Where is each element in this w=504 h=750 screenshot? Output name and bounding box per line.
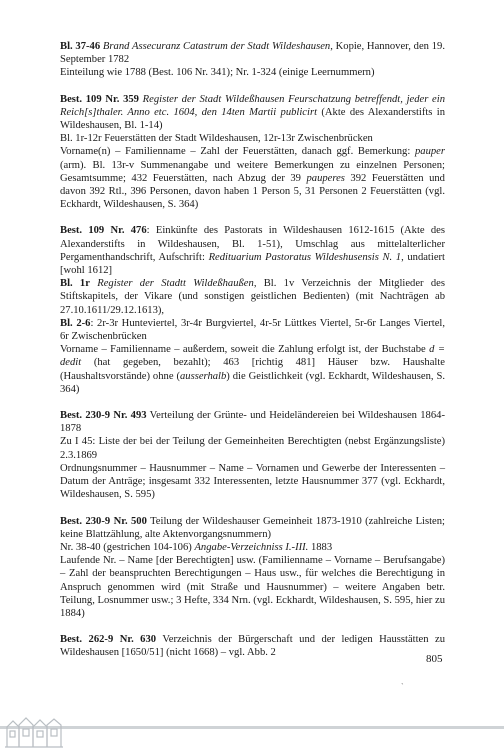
entry-paragraph: [60, 277, 445, 317]
entry-paragraph: [60, 132, 445, 145]
entry-title-italic: ausserhalb: [179, 370, 227, 382]
entry-paragraph: [60, 224, 445, 277]
entry-text: Vorname – Familienname – außerdem, soweit die Zahlung erfolgt ist, der Buchstabe: [60, 344, 430, 356]
entry-text: Vorname(n) – Familienname – Zahl der Feuerstätten, danach ggf. Bemerkung:: [60, 146, 415, 158]
entry-title-italic: Angabe-Verzeichniss I.-III.: [194, 541, 309, 553]
entry-signature: Best. 262-9 Nr. 630: [60, 634, 157, 646]
page-number: 805: [426, 653, 443, 665]
catalog-entry: [60, 40, 445, 80]
entry-signature: Best. 109 Nr. 359: [60, 93, 139, 105]
entry-text: Ordnungsnummer – Hausnummer – Name – Vornamen und Gewerbe der Interessenten – Datum der Anträge; insgesamt 332 Interessenten, letzte Hausnummer 377 (vgl. Eckhardt, Wildeshausen, S. 595): [60, 462, 445, 501]
entry-paragraph: [60, 435, 445, 461]
entry-text: 392 Feuerstätten und davon 392 Rtl., 396 Personen, davon haben 1 Person 5, 31 Personen 2 Feuerstätten (vgl. Eckhardt, Wildeshausen, S. 364): [60, 172, 445, 211]
entry-text: Bl. 1r-12r Feuerstätten der Stadt Wildeshausen, 12r-13r Zwischenbrücken: [60, 133, 373, 145]
entry-paragraph: [60, 541, 445, 554]
library-building-logo-icon: [3, 713, 65, 749]
entry-text: (Akte des Alexanderstifts in Wildeshausen, Bl. 1-14): [60, 106, 445, 132]
entry-title-italic: Brand Assecuranz Catastrum der Stadt Wildeshausen: [102, 41, 331, 52]
entry-text: (hat gegeben, bezahlt); 463 [richtig 481] Häuser bzw. Haushalte (Haushaltsvorstände) ohne (: [60, 357, 445, 382]
entry-text: Zu I 45: Liste der bei der Teilung der Gemeinheiten Berechtigten (nebst Ergänzungsliste) 2.3.1869: [60, 436, 445, 461]
entry-paragraph: [60, 145, 445, 211]
entry-signature: Bl. 37-46: [60, 41, 101, 52]
entry-text: ) die Geistlichkeit (vgl. Eckhardt, Wildeshausen, S. 364): [60, 370, 445, 395]
document-page: [60, 40, 445, 673]
entry-text: Teilung der Wildeshauser Gemeinheit 1873-1910 (zahlreiche Listen; keine Blattzählung, alte Aktenvorgangsnummern): [60, 515, 445, 540]
entry-text: Verteilung der Grünte- und Heideländereien bei Wildeshausen 1864-1878: [60, 410, 445, 435]
footer-band: [0, 712, 504, 750]
entry-text: : Einkünfte des Pastorats in Wildeshausen 1612-1615 (Akte des Alexanderstifts in Wildeshausen, Bl. 1-51), Umschlag aus mittelalterlicher Pergamenthandschrift, Aufschrift:: [60, 225, 445, 263]
entry-paragraph: [60, 554, 445, 620]
catalog-entry: [60, 409, 445, 501]
footer-divider: [0, 726, 504, 729]
entry-paragraph: [60, 40, 445, 66]
catalog-entry: [60, 224, 445, 396]
entry-title-italic: d = dedit: [60, 344, 445, 369]
entry-signature: Best. 230-9 Nr. 493: [60, 410, 147, 422]
entry-text: Verzeichnis der Bürgerschaft und der ledigen Hausstätten zu Wildeshausen [1650/51] (nicht 1668) – vgl. Abb. 2: [60, 634, 445, 659]
catalog-entry: [60, 93, 445, 212]
catalog-entry: [60, 515, 445, 621]
entry-title-italic: Redituarium Pastoratus Wildeshusensis N. 1: [208, 251, 402, 263]
entry-paragraph: [60, 409, 445, 435]
entry-paragraph: [60, 633, 445, 659]
entry-signature: Best. 109 Nr. 476: [60, 225, 147, 237]
entry-text: Einteilung wie 1788 (Best. 106 Nr. 341); Nr. 1-324 (einige Leernummern): [60, 67, 375, 79]
entry-text: , Bl. 1v Verzeichnis der Mitglieder des Stiftskapitels, der Vikare (und sonstigen geistlichen Bedienten) (mit Nachträgen ab 27.10.1611/29.12.1613),: [60, 278, 445, 316]
entry-paragraph: [60, 515, 445, 541]
entry-title-italic: Register der Stadt Wildeßhausen Feurschatzung betreffendt, jeder ein Reich[s]thaler. Anno etc. 1604, den 14ten Martii publicirt: [60, 93, 445, 118]
entry-paragraph: [60, 462, 445, 502]
entry-signature: Best. 230-9 Nr. 500: [60, 515, 147, 527]
entry-title-italic: Register der Stadtt Wildeßhaußen: [97, 278, 254, 290]
entry-signature: Bl. 1r: [60, 278, 90, 290]
entry-text: , undatiert [wohl 1612]: [60, 251, 445, 277]
catalog-entry: [60, 633, 445, 659]
entry-text: , Kopie, Hannover, den 19. September 1782: [60, 41, 445, 66]
entry-paragraph: [60, 93, 445, 133]
entry-text: : 2r-3r Hunteviertel, 3r-4r Burgviertel, 4r-5r Lüttkes Viertel, 5r-6r Langes Viertel, 6r Zwischenbrücken: [60, 317, 446, 343]
entry-title-italic: pauperes: [306, 172, 345, 184]
entry-text: 1883: [308, 541, 333, 553]
entry-paragraph: [60, 66, 445, 79]
entry-text: Nr. 38-40 (gestrichen 104-106): [60, 541, 195, 553]
entry-paragraph: [60, 343, 445, 396]
entry-signature: Bl. 2-6: [60, 317, 91, 329]
entry-list: [60, 40, 445, 660]
scan-mark: ˋ: [401, 682, 404, 691]
entry-text: (arm). Bl. 13r-v Summenangabe und weitere Bemerkungen zu einzelnen Personen; Gesamtsumme; 432 Feuerstätten, nach Abzug der 39: [60, 159, 445, 184]
entry-title-italic: pauper: [414, 146, 445, 158]
entry-text: Laufende Nr. – Name [der Berechtigten] usw. (Familienname – Vorname – Berufsangabe) – Zahl der beanspruchten Berechtigungen – Haus usw., für welches die Berechtigung in Anspruch genommen wird (mit Straße und Hausnummer) – weitere Angaben betr. Teilung, Losnummer usw.; 3 Hefte, 334 Nrn. (vgl. Eckhardt, Wildeshausen, S. 595, hier zu 1884): [60, 555, 445, 619]
entry-paragraph: [60, 317, 445, 343]
